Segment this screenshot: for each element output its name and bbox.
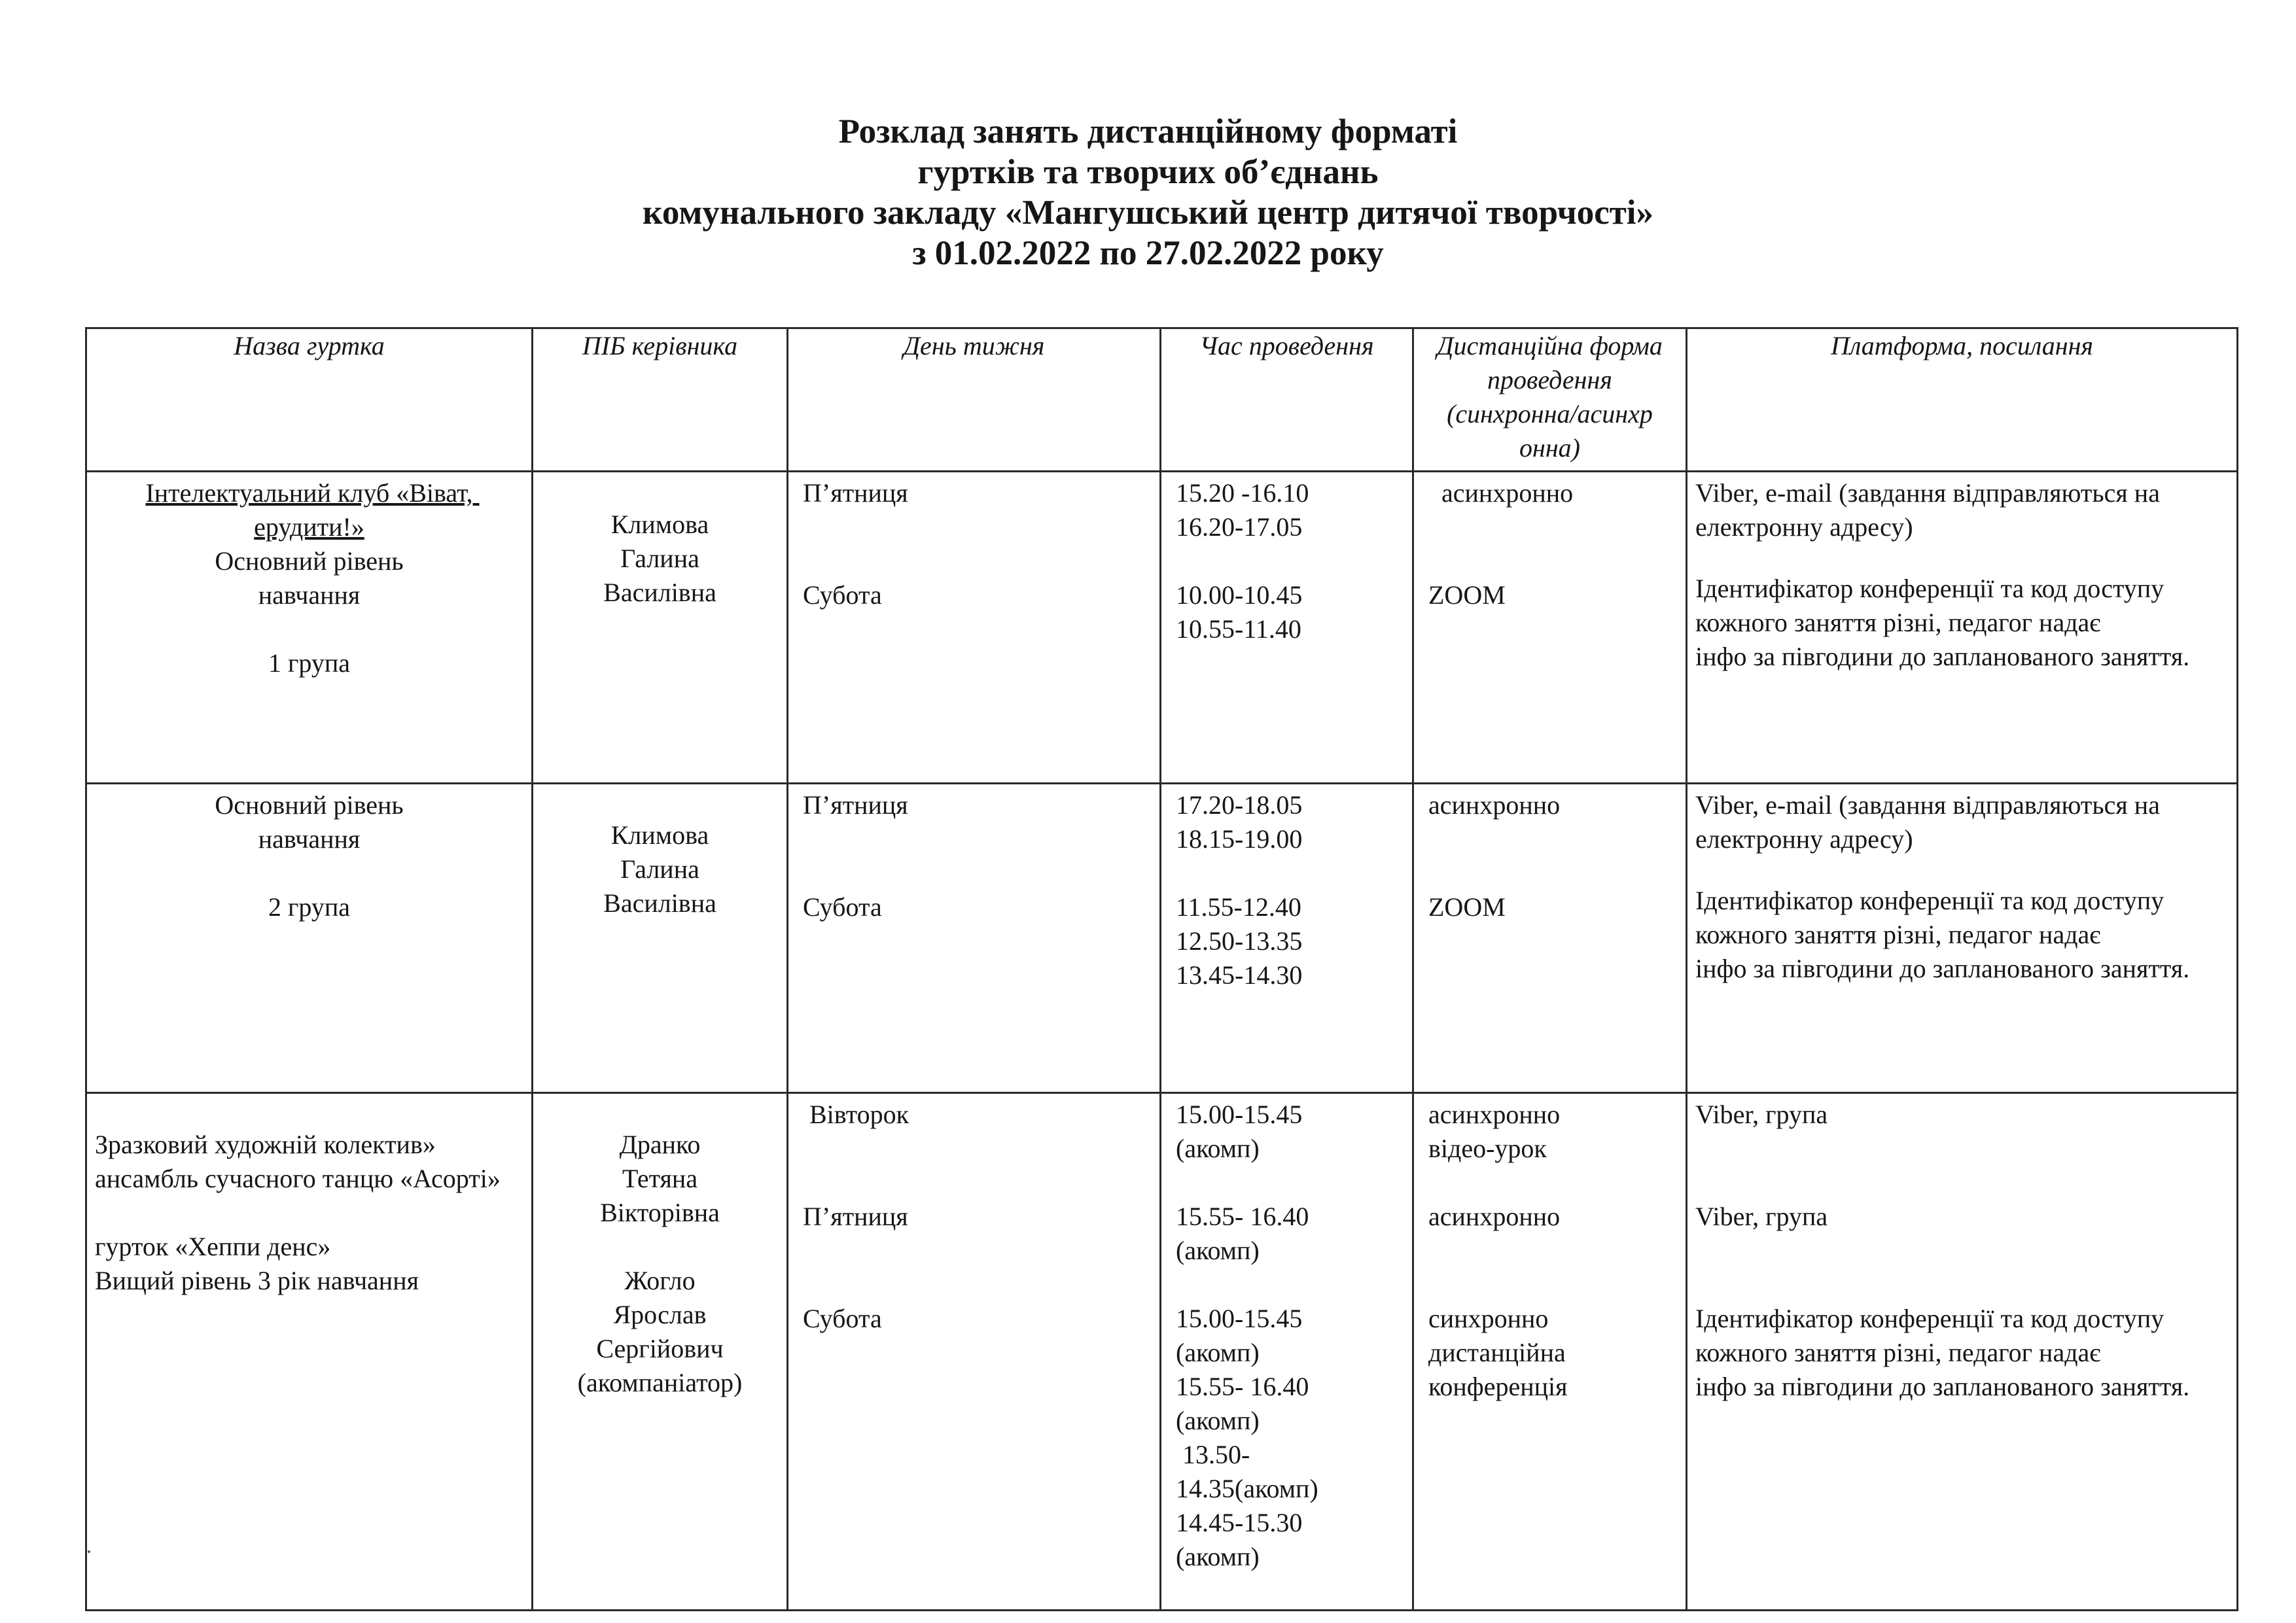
leader-line: Ярослав (613, 1300, 707, 1329)
time-line: 13.45-14.30 (1176, 960, 1303, 990)
cell-form (1413, 472, 1687, 784)
header-form: Дистанційна форма проведення (синхронна/асинхр онна) (1413, 328, 1687, 472)
time-line: 13.50- (1176, 1440, 1250, 1469)
time-line: (акомп) (1176, 1236, 1260, 1265)
leader-line: (акомпаніатор) (577, 1368, 743, 1397)
table-row (86, 784, 2238, 1093)
time-line: (акомп) (1176, 1338, 1260, 1367)
day-line: П’ятниця (803, 478, 908, 508)
cell-leader (533, 1093, 788, 1611)
name-line: Основний рівень (215, 790, 404, 820)
scan-speck (88, 1550, 90, 1553)
time-line: 15.00-15.45 (1176, 1100, 1303, 1129)
time-line: (акомп) (1176, 1406, 1260, 1435)
time-line: 15.55- 16.40 (1176, 1372, 1309, 1401)
leader-line: Галина (620, 544, 699, 573)
day-line: Субота (803, 1304, 882, 1333)
form-line: дистанційна (1428, 1338, 1566, 1367)
platform-line: інфо за півгодини до запланованого заняття. (1695, 642, 2190, 671)
name-line: навчання (258, 580, 361, 610)
schedule-table (85, 327, 2238, 1611)
leader-line: Вікторівна (600, 1198, 720, 1227)
day-line: Субота (803, 892, 882, 922)
form-line: асинхронно (1428, 1202, 1561, 1231)
platform-line: Viber, група (1695, 1100, 1828, 1129)
platform-line: Viber, e-mail (завдання відправляються на електронну адресу) (1695, 790, 2166, 854)
leader-line: Жогло (624, 1266, 696, 1295)
header-time: Час проведення (1161, 328, 1413, 472)
title-line: з 01.02.2022 по 27.02.2022 року (912, 234, 1384, 272)
form-line: конференція (1428, 1372, 1568, 1401)
time-line: 15.55- 16.40 (1176, 1202, 1309, 1231)
title-line: гуртків та творчих об’єднань (917, 153, 1379, 191)
cell-leader (533, 784, 788, 1093)
day-line: П’ятниця (803, 1202, 908, 1231)
header-day: День тижня (788, 328, 1161, 472)
platform-line: інфо за півгодини до запланованого заняття. (1695, 954, 2190, 983)
time-line: 10.55-11.40 (1176, 614, 1301, 644)
title-line: Розклад занять дистанційному форматі (838, 113, 1458, 150)
header-name: Назва гуртка (86, 328, 533, 472)
platform-line: Viber, e-mail (завдання відправляються на електронну адресу) (1695, 478, 2166, 542)
header-platform: Платформа, посилання (1687, 328, 2238, 472)
name-line: 1 група (268, 648, 351, 678)
leader-line: Климова (610, 510, 709, 539)
cell-platform (1687, 784, 2238, 1093)
cell-form (1413, 1093, 1687, 1611)
cell-platform (1687, 1093, 2238, 1611)
cell-form (1413, 784, 1687, 1093)
day-line: Субота (803, 580, 882, 610)
leader-line: Василівна (603, 578, 716, 607)
table-row (86, 472, 2238, 784)
time-line: 10.00-10.45 (1176, 580, 1303, 610)
name-line: Зразковий художній колектив» ансамбль сучасного танцю «Асорті» (95, 1130, 501, 1193)
table-row (86, 1093, 2238, 1611)
time-line: 16.20-17.05 (1176, 512, 1303, 542)
time-line: 18.15-19.00 (1176, 824, 1303, 854)
day-line: П’ятниця (803, 790, 908, 820)
time-line: 15.20 -16.10 (1176, 478, 1309, 508)
platform-line: Viber, група (1695, 1202, 1828, 1231)
table-header-row (86, 328, 2238, 472)
title-line: комунального закладу «Мангушський центр дитячої творчості» (643, 194, 1653, 232)
name-line: Основний рівень (215, 546, 404, 576)
cell-platform (1687, 472, 2238, 784)
leader-line: Василівна (603, 888, 716, 918)
time-line: 12.50-13.35 (1176, 926, 1303, 956)
name-line: Вищий рівень 3 рік навчання (95, 1266, 419, 1295)
time-line: 14.45-15.30 (1176, 1508, 1303, 1537)
form-line: синхронно (1428, 1304, 1549, 1333)
day-line: Вівторок (803, 1100, 910, 1129)
leader-line: Сергійович (596, 1334, 724, 1363)
time-line: (акомп) (1176, 1542, 1260, 1571)
platform-line: Ідентифікатор конференції та код доступу кожного заняття різні, педагог надає (1695, 574, 2171, 637)
time-line: 15.00-15.45 (1176, 1304, 1303, 1333)
leader-line: Дранко (619, 1130, 701, 1159)
time-line: (акомп) (1176, 1134, 1260, 1163)
platform-line: Ідентифікатор конференції та код доступу кожного заняття різні, педагог надає (1695, 886, 2171, 949)
form-line: ZOOM (1428, 580, 1506, 610)
name-line: 2 група (268, 892, 351, 922)
leader-line: Климова (610, 820, 709, 850)
form-line: асинхронно (1428, 1100, 1561, 1129)
form-line: відео-урок (1428, 1134, 1547, 1163)
cell-leader (533, 472, 788, 784)
name-line: навчання (258, 824, 361, 854)
cell-name (86, 472, 533, 784)
cell-name (86, 1093, 533, 1611)
time-line: 14.35(акомп) (1176, 1474, 1318, 1503)
cell-day (788, 784, 1161, 1093)
header-leader: ПІБ керівника (533, 328, 788, 472)
cell-day (788, 472, 1161, 784)
platform-line: Ідентифікатор конференції та код доступу кожного заняття різні, педагог надає (1695, 1304, 2171, 1367)
time-line: 17.20-18.05 (1176, 790, 1303, 820)
cell-time (1161, 1093, 1413, 1611)
leader-line: Тетяна (622, 1164, 698, 1193)
cell-day (788, 1093, 1161, 1611)
document-title (0, 111, 2296, 273)
club-name-link[interactable]: Інтелектуальний клуб «Віват, ерудити!» (145, 478, 480, 542)
cell-name (86, 784, 533, 1093)
cell-time (1161, 784, 1413, 1093)
leader-line: Галина (620, 854, 699, 884)
form-line: асинхронно (1428, 790, 1561, 820)
time-line: 11.55-12.40 (1176, 892, 1301, 922)
cell-time (1161, 472, 1413, 784)
form-line: ZOOM (1428, 892, 1506, 922)
platform-line: інфо за півгодини до запланованого заняття. (1695, 1372, 2190, 1401)
name-line: гурток «Хеппи денс» (95, 1232, 331, 1261)
form-line: асинхронно (1428, 478, 1574, 508)
